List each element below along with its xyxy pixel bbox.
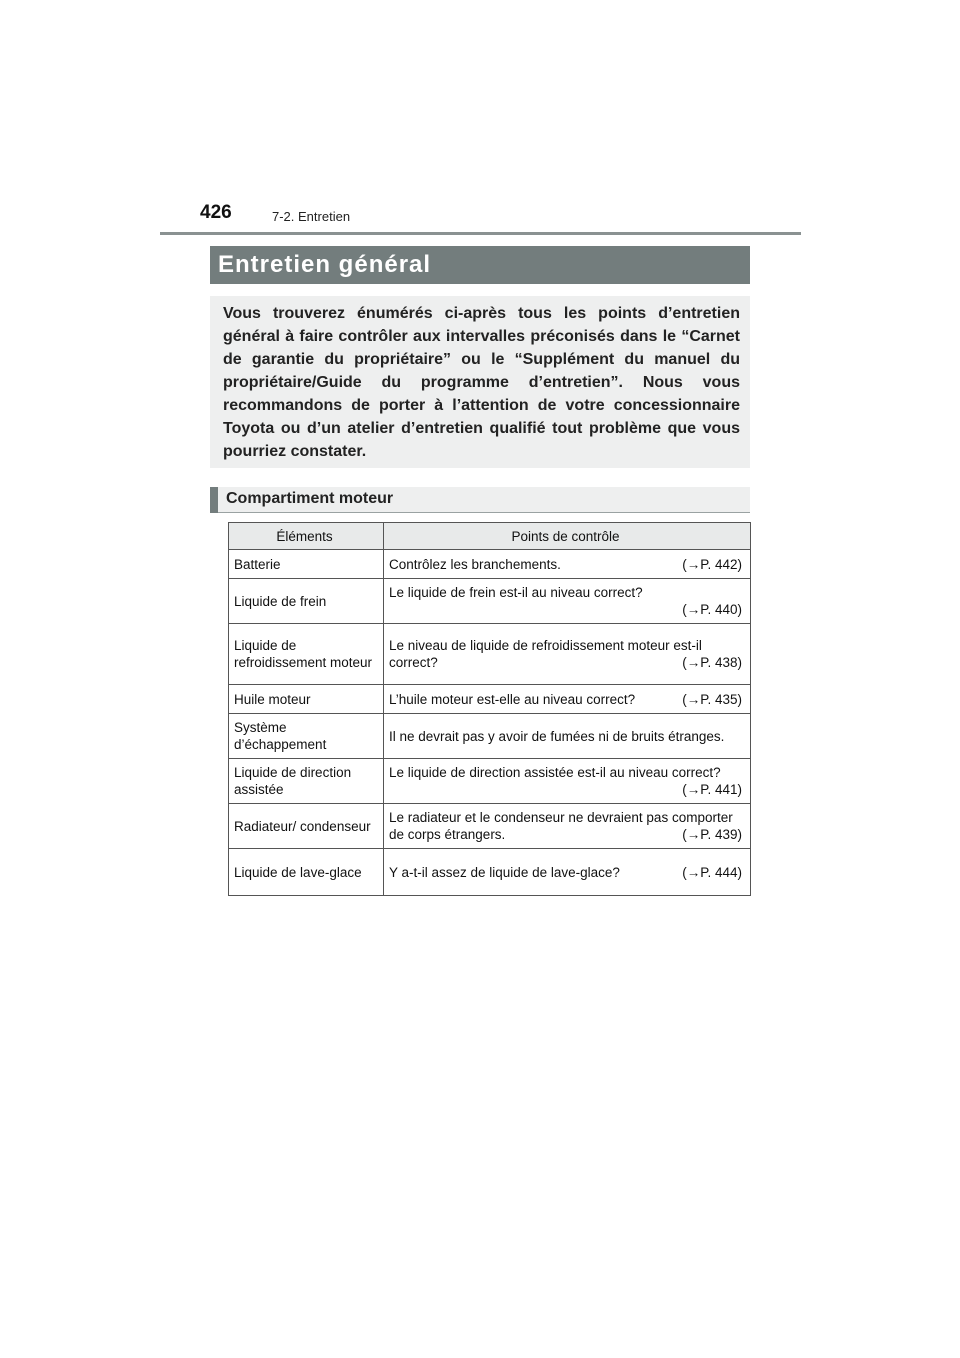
column-header-items: Éléments — [229, 523, 384, 550]
row-check — [384, 759, 751, 804]
row-item: Liquide de direction assistée — [229, 759, 384, 804]
table-row — [229, 804, 751, 849]
row-item: Radiateur/ condenseur — [229, 804, 384, 849]
row-check-text: Le radiateur et le condenseur ne devraient pas comporter de corps étrangers. — [389, 810, 733, 842]
row-check-text: Le liquide de frein est-il au niveau correct? — [389, 585, 643, 600]
table-header-row — [229, 523, 751, 550]
row-check-text: Le niveau de liquide de refroidissement moteur est-il correct? — [389, 638, 702, 670]
page-reference: (→P. 439) — [682, 827, 742, 842]
table-row — [229, 550, 751, 579]
subsection-title: Compartiment moteur — [226, 490, 394, 507]
page-reference: (→P. 440) — [682, 602, 742, 617]
table-row — [229, 685, 751, 714]
row-check — [384, 849, 751, 896]
table-row — [229, 624, 751, 685]
page-reference: (→P. 442) — [682, 556, 742, 572]
row-item: Liquide de refroidissement moteur — [229, 624, 384, 685]
row-check-text: Le liquide de direction assistée est-il au niveau correct? — [389, 765, 721, 780]
row-check — [384, 579, 751, 624]
maintenance-table — [228, 522, 751, 896]
row-item: Système d’échappement — [229, 714, 384, 759]
row-item: Huile moteur — [229, 685, 384, 714]
table-row — [229, 849, 751, 896]
page-reference: (→P. 444) — [682, 864, 742, 880]
row-check-text: Il ne devrait pas y avoir de fumées ni de bruits étranges. — [389, 728, 725, 744]
subsection-header — [210, 487, 750, 513]
row-check — [384, 714, 751, 759]
row-check — [384, 685, 751, 714]
page-title: Entretien général — [218, 251, 432, 278]
page-reference: (→P. 438) — [682, 655, 742, 670]
subsection-accent — [210, 487, 218, 513]
table-row — [229, 714, 751, 759]
intro-paragraph: Vous trouverez énumérés ci-après tous les points d’entretien général à faire contrôler aux intervalles préconisés dans le “Carnet de garantie du propriétaire” ou le “Supplément du manuel du propriétaire/Guide du programme d’entretien”. Nous vous recommandons de porter à l’attention de votre concessionnaire Toyota ou d’un atelier d’entretien qualifié tout problème que vous pourriez constater. — [223, 305, 740, 460]
page-reference: (→P. 435) — [682, 691, 742, 707]
section-label: 7-2. Entretien — [272, 209, 351, 224]
title-bar — [210, 246, 750, 284]
table-row — [229, 759, 751, 804]
column-header-checkpoints: Points de contrôle — [384, 523, 751, 550]
row-check-text: Contrôlez les branchements. — [389, 556, 561, 572]
page-number: 426 — [200, 202, 232, 223]
page-reference: (→P. 441) — [682, 782, 742, 797]
row-item: Liquide de lave-glace — [229, 849, 384, 896]
header-rule — [160, 232, 801, 235]
table-row — [229, 579, 751, 624]
row-check-text: Y a-t-il assez de liquide de lave-glace? — [389, 864, 620, 880]
row-item: Liquide de frein — [229, 579, 384, 624]
row-item: Batterie — [229, 550, 384, 579]
row-check — [384, 624, 751, 685]
row-check-text: L’huile moteur est-elle au niveau correct? — [389, 691, 636, 707]
intro-box — [210, 296, 750, 468]
row-check — [384, 804, 751, 849]
row-check — [384, 550, 751, 579]
